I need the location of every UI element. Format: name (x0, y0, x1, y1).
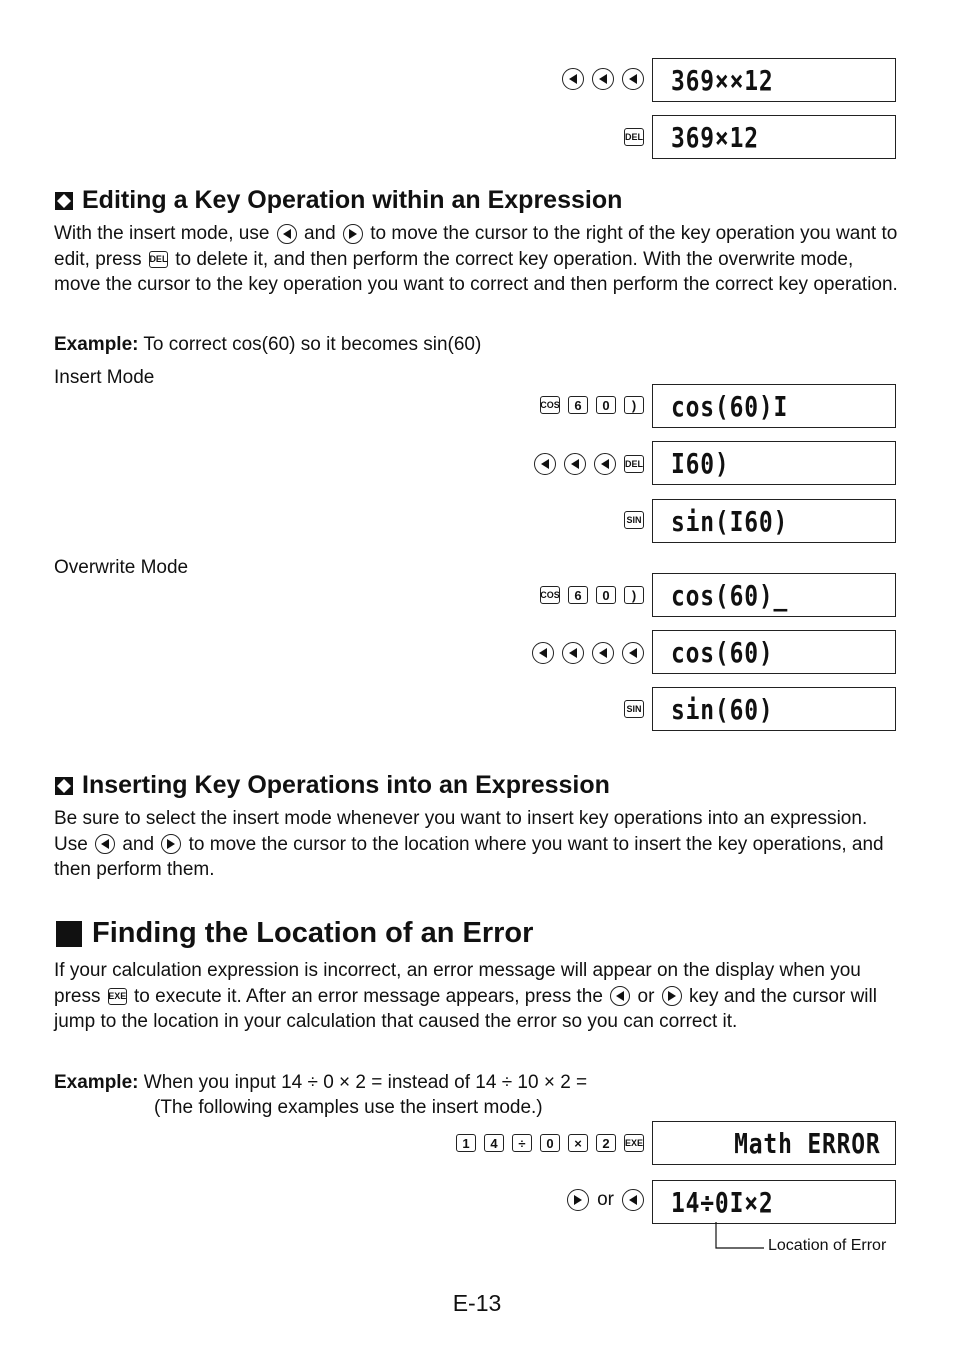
left-arrow-key-icon (95, 834, 115, 854)
example-line: Example: When you input 14 ÷ 0 × 2 = instead of 14 ÷ 10 × 2 = (54, 1072, 588, 1093)
close-paren-key-icon: ) (624, 586, 644, 604)
heading-text: Editing a Key Operation within an Expression (82, 186, 623, 214)
lcd-display: 369×12 (652, 115, 896, 159)
key-sequence (540, 396, 644, 414)
lcd-display: 14÷0I×2 (652, 1180, 896, 1224)
diamond-bullet-icon (54, 776, 74, 796)
left-arrow-key-icon (277, 224, 297, 244)
key-0-icon: 0 (596, 586, 616, 604)
key-0-icon: 0 (540, 1134, 560, 1152)
right-arrow-key-icon (662, 986, 682, 1006)
right-arrow-key-icon (343, 224, 363, 244)
close-paren-key-icon: ) (624, 396, 644, 414)
key-1-icon: 1 (456, 1134, 476, 1152)
square-bullet-icon (56, 921, 82, 947)
left-arrow-key-icon (622, 1189, 644, 1211)
key-4-icon: 4 (484, 1134, 504, 1152)
lcd-display: Math ERROR (652, 1121, 896, 1165)
heading-text: Inserting Key Operations into an Expression (82, 771, 610, 799)
key-2-icon: 2 (596, 1134, 616, 1152)
key-sequence (567, 1189, 644, 1211)
page-number: E-13 (452, 1290, 502, 1316)
del-key-icon: DEL (149, 251, 168, 268)
paragraph: Be sure to select the insert mode whenever you want to insert key operations into an expression. Use and to move the cursor to the location where you want to insert the key operations, and then perform them. (54, 808, 884, 880)
key-sequence (624, 128, 644, 146)
left-arrow-key-icon (622, 642, 644, 664)
key-6-icon: 6 (568, 396, 588, 414)
key-sequence (562, 68, 644, 90)
left-arrow-key-icon (562, 642, 584, 664)
lcd-display: I60) (652, 441, 896, 485)
left-arrow-key-icon (592, 68, 614, 90)
left-arrow-key-icon (610, 986, 630, 1006)
key-sequence (624, 511, 644, 529)
callout-label: Location of Error (768, 1237, 887, 1254)
multiply-key-icon: × (568, 1134, 588, 1152)
overwrite-mode-label: Overwrite Mode (54, 557, 189, 578)
callout-line (700, 1220, 770, 1252)
right-arrow-key-icon (161, 834, 181, 854)
left-arrow-key-icon (594, 453, 616, 475)
left-arrow-key-icon (534, 453, 556, 475)
heading-text: Finding the Location of an Error (92, 917, 534, 949)
left-arrow-key-icon (564, 453, 586, 475)
diamond-bullet-icon (54, 191, 74, 211)
insert-mode-label: Insert Mode (54, 367, 155, 388)
key-sequence (540, 586, 644, 604)
sin-key-icon: SIN (624, 511, 644, 529)
left-arrow-key-icon (622, 68, 644, 90)
section-heading (54, 186, 622, 215)
del-key-icon: DEL (624, 128, 644, 146)
lcd-display: sin(I60) (652, 499, 896, 543)
key-sequence (534, 453, 644, 475)
divide-key-icon: ÷ (512, 1134, 532, 1152)
left-arrow-key-icon (592, 642, 614, 664)
exe-key-icon: EXE (108, 988, 127, 1005)
paragraph: With the insert mode, use and to move the cursor to the right of the key operation you want to edit, press DEL to delete it, and then perform the correct key operation. With the overwrite mode, move the cursor to the key operation you want to correct and then perform the correct key operation. (54, 223, 898, 295)
key-0-icon: 0 (596, 396, 616, 414)
exe-key-icon: EXE (624, 1134, 644, 1152)
cos-key-icon: COS (540, 586, 560, 604)
example-line: Example: To correct cos(60) so it becomes sin(60) (54, 334, 482, 355)
paragraph: If your calculation expression is incorrect, an error message will appear on the display when you press EXE to execute it. After an error message appears, press the or key and the cursor will jump to the location in your calculation that caused the error so you can correct it. (54, 960, 877, 1032)
lcd-display: cos(60)I (652, 384, 896, 428)
left-arrow-key-icon (562, 68, 584, 90)
section-heading (56, 917, 533, 950)
right-arrow-key-icon (567, 1189, 589, 1211)
key-sequence (532, 642, 644, 664)
left-arrow-key-icon (532, 642, 554, 664)
lcd-display: cos(60)_ (652, 573, 896, 617)
section-heading (54, 771, 610, 800)
sin-key-icon: SIN (624, 700, 644, 718)
example-note: (The following examples use the insert mode.) (154, 1097, 543, 1118)
key-6-icon: 6 (568, 586, 588, 604)
key-sequence (624, 700, 644, 718)
key-sequence (456, 1134, 644, 1152)
lcd-display: sin(60) (652, 687, 896, 731)
del-key-icon: DEL (624, 455, 644, 473)
lcd-display: 369××12 (652, 58, 896, 102)
lcd-display: cos(60) (652, 630, 896, 674)
or-text: or (597, 1189, 614, 1210)
cos-key-icon: COS (540, 396, 560, 414)
